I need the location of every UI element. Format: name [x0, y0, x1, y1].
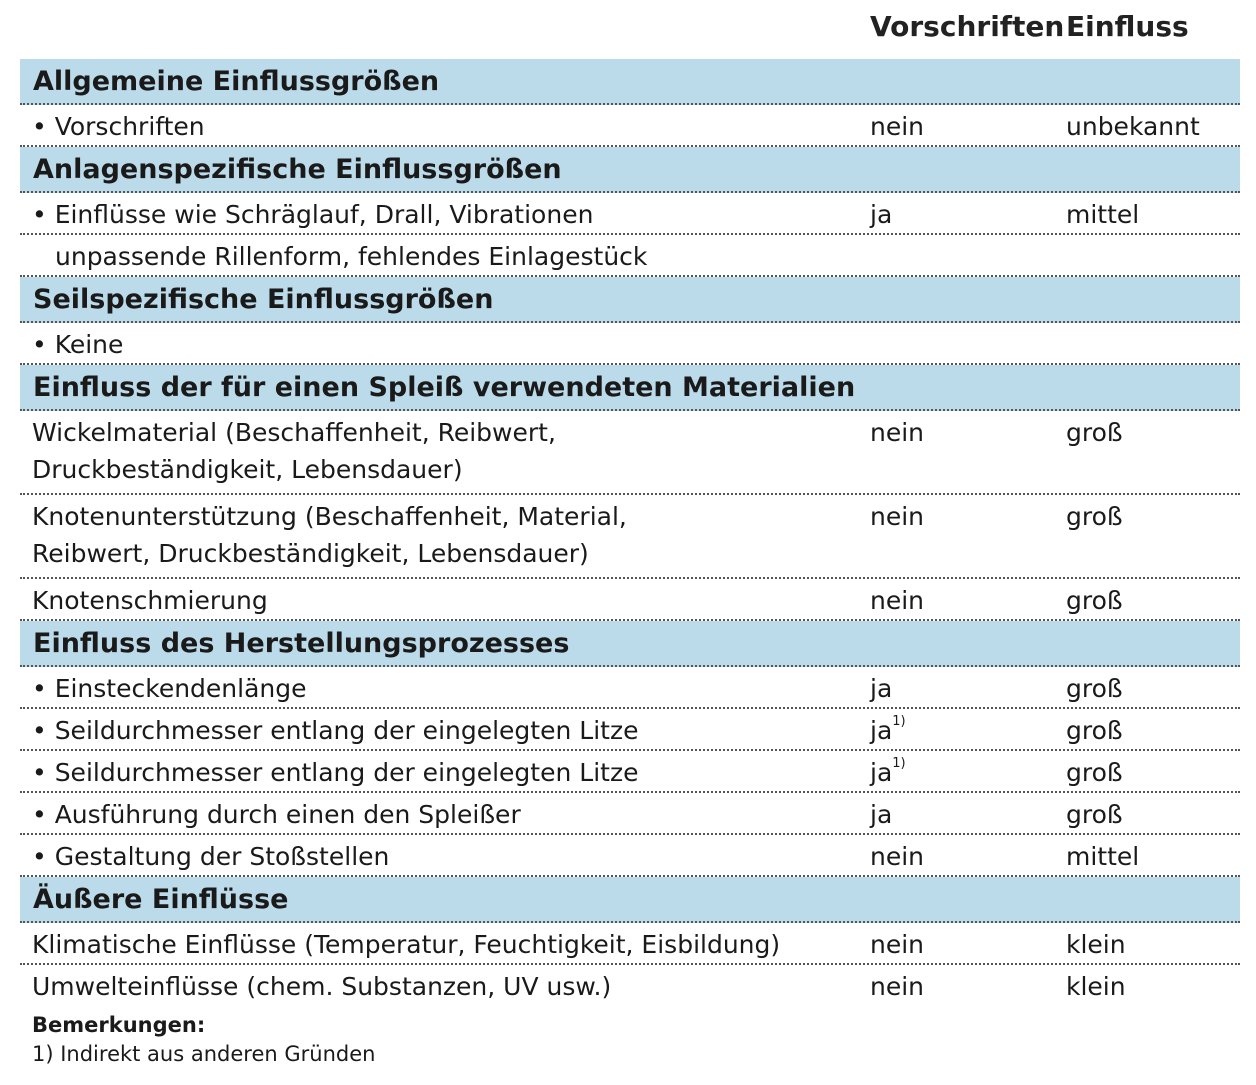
- row-einfluss: groß: [1066, 502, 1123, 531]
- row-einfluss: groß: [1066, 758, 1123, 787]
- row-label: • Vorschriften: [32, 112, 205, 141]
- influence-table: [20, 59, 1240, 1007]
- table-row: [20, 965, 1240, 1007]
- row-vorschriften: ja: [870, 800, 893, 829]
- table-row: [20, 667, 1240, 709]
- row-label: • Seildurchmesser entlang der eingelegten Litze: [32, 758, 639, 787]
- table-row: [20, 835, 1240, 877]
- row-einfluss: unbekannt: [1066, 112, 1200, 141]
- table-row: [20, 751, 1240, 793]
- row-einfluss: mittel: [1066, 842, 1140, 871]
- table-row: [20, 793, 1240, 835]
- footnote-marker: 1): [892, 756, 906, 771]
- row-label-line1: Knotenunterstützung (Beschaffenheit, Material,: [32, 502, 627, 531]
- row-label-line2: Druckbeständigkeit, Lebensdauer): [32, 455, 463, 484]
- row-vorschriften: nein: [870, 112, 925, 141]
- row-label: Knotenschmierung: [32, 586, 268, 615]
- row-label-line1: Wickelmaterial (Beschaffenheit, Reibwert,: [32, 418, 556, 447]
- row-label: [32, 502, 627, 568]
- row-einfluss: groß: [1066, 674, 1123, 703]
- section-title: Anlagenspezifische Einflussgrößen: [33, 154, 562, 185]
- section-header-material: [20, 365, 1240, 411]
- column-header-einfluss: Einfluss: [1066, 10, 1189, 43]
- row-label: Umwelteinflüsse (chem. Substanzen, UV usw.): [32, 972, 612, 1001]
- table-row: [20, 579, 1240, 621]
- row-vorschriften: nein: [870, 930, 925, 959]
- section-header-aeussere: [20, 877, 1240, 923]
- table-row: [20, 709, 1240, 751]
- row-label: • Seildurchmesser entlang der eingelegten Litze: [32, 716, 639, 745]
- row-einfluss: groß: [1066, 800, 1123, 829]
- row-label: • Einflüsse wie Schräglauf, Drall, Vibrationen: [32, 200, 594, 229]
- row-einfluss: mittel: [1066, 200, 1140, 229]
- remarks: [32, 1013, 375, 1066]
- remarks-footnote: 1) Indirekt aus anderen Gründen: [32, 1042, 376, 1066]
- table-row: [20, 411, 1240, 495]
- table-row: [20, 235, 1240, 277]
- row-vorschriften: nein: [870, 586, 925, 615]
- section-title: Einfluss der für einen Spleiß verwendeten Materialien: [33, 372, 856, 403]
- row-vorschriften: ja: [870, 200, 893, 229]
- row-vorschriften: ja: [870, 674, 893, 703]
- vorschriften-value: ja: [870, 758, 893, 787]
- section-title: Allgemeine Einflussgrößen: [33, 66, 440, 97]
- row-vorschriften: nein: [870, 418, 925, 447]
- table-row: [20, 923, 1240, 965]
- section-header-allgemein: [20, 59, 1240, 105]
- section-title: Einfluss des Herstellungsprozesses: [33, 628, 570, 659]
- row-label: Klimatische Einflüsse (Temperatur, Feuchtigkeit, Eisbildung): [32, 930, 781, 959]
- row-label: • Einsteckendenlänge: [32, 674, 307, 703]
- row-einfluss: groß: [1066, 716, 1123, 745]
- table-row: [20, 105, 1240, 147]
- column-header-vorschriften: Vorschriften: [870, 10, 1065, 43]
- section-header-herstellung: [20, 621, 1240, 667]
- row-einfluss: klein: [1066, 930, 1126, 959]
- section-title: Seilspezifische Einflussgrößen: [33, 284, 494, 315]
- row-label-continued: unpassende Rillenform, fehlendes Einlagestück: [55, 242, 648, 271]
- row-vorschriften: [870, 716, 906, 745]
- table-row: [20, 323, 1240, 365]
- row-vorschriften: [870, 758, 906, 787]
- table-row: [20, 193, 1240, 235]
- row-vorschriften: nein: [870, 502, 925, 531]
- section-header-seil: [20, 277, 1240, 323]
- row-label: • Ausführung durch einen den Spleißer: [32, 800, 521, 829]
- row-label: [32, 418, 556, 484]
- row-label-line2: Reibwert, Druckbeständigkeit, Lebensdauer): [32, 539, 589, 568]
- row-einfluss: groß: [1066, 586, 1123, 615]
- row-einfluss: groß: [1066, 418, 1123, 447]
- footnote-marker: 1): [892, 714, 906, 729]
- section-header-anlagen: [20, 147, 1240, 193]
- table-row: [20, 495, 1240, 579]
- row-label: • Keine: [32, 330, 124, 359]
- row-vorschriften: nein: [870, 842, 925, 871]
- section-title: Äußere Einflüsse: [33, 884, 289, 915]
- row-vorschriften: nein: [870, 972, 925, 1001]
- vorschriften-value: ja: [870, 716, 893, 745]
- row-label: • Gestaltung der Stoßstellen: [32, 842, 390, 871]
- row-einfluss: klein: [1066, 972, 1126, 1001]
- remarks-title: Bemerkungen:: [32, 1013, 206, 1037]
